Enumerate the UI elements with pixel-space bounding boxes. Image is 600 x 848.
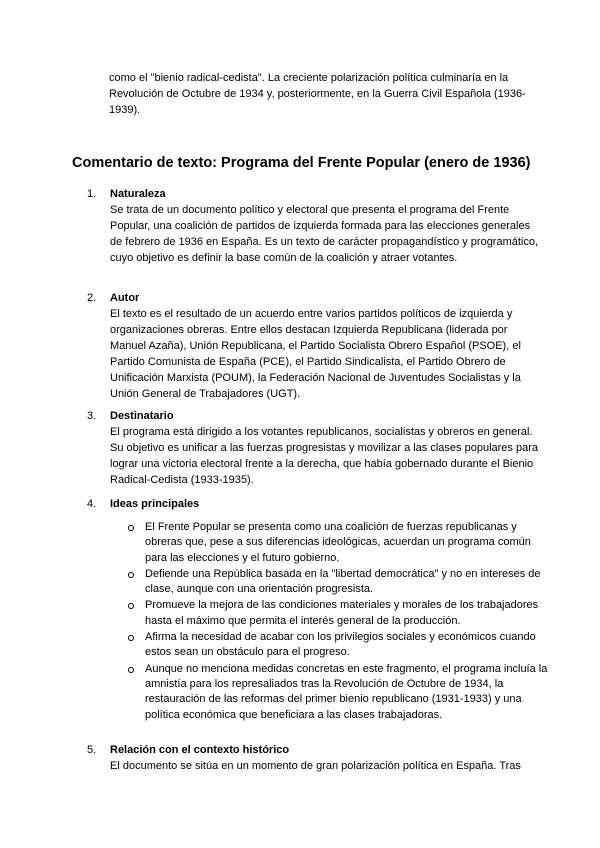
list-item xyxy=(128,662,548,723)
section-number: 2. xyxy=(87,292,97,304)
bullet-circle-icon xyxy=(128,635,134,641)
section-number: 5. xyxy=(87,744,97,756)
section-number: 4. xyxy=(87,498,97,510)
section-text-contexto-historico: El documento se sitúa en un momento de gran polarización política en España. Tras xyxy=(110,760,521,772)
ideas-list xyxy=(128,520,548,724)
section-number: 3. xyxy=(87,410,97,422)
page-title: Comentario de texto: Programa del Frente Popular (enero de 1936) xyxy=(72,155,531,171)
section-title-naturaleza: Naturaleza xyxy=(110,188,166,200)
bullet-circle-icon xyxy=(128,572,134,578)
section-title-contexto-historico: Relación con el contexto histórico xyxy=(110,744,290,756)
list-item xyxy=(128,520,548,566)
section-title-ideas-principales: Ideas principales xyxy=(110,498,200,510)
section-text-naturaleza: Se trata de un documento político y electoral que presenta el programa del Frente Popular, una coalición de partidos de izquierda formada para las elecciones generales de febrero de 1936 en España. Es un texto de carácter propagandístico y programático, cuyo objetivo es definir la base común de la coalición y atraer votantes. xyxy=(110,204,539,264)
intro-paragraph: como el "bienio radical-cedista". La creciente polarización política culminaría en la Revolución de Octubre de 1934 y, posteriormente, en la Guerra Civil Española (1936-1939). xyxy=(109,72,526,116)
section-text-destinatario: El programa está dirigido a los votantes republicanos, socialistas y obreros en general. Su objetivo es unificar a las fuerzas progresistas y movilizar a las clases populares para lograr una victoria electoral frente a la derecha, que había gobernado durante el Bienio Radical-Cedista (1933-1935). xyxy=(110,426,538,486)
list-item xyxy=(128,630,548,661)
section-title-autor: Autor xyxy=(110,292,140,304)
bullet-circle-icon xyxy=(128,525,134,531)
list-item-text: Aunque no menciona medidas concretas en este fragmento, el programa incluía la amnistía para los represaliados tras la Revolución de Octubre de 1934, la restauración de las reformas del primer bienio republicano (1931-1933) y una política económica que beneficiara a las clases trabajadoras. xyxy=(145,662,548,721)
section-number: 1. xyxy=(87,188,97,200)
section-title-destinatario: Destinatario xyxy=(110,410,174,422)
list-item-text: Promueve la mejora de las condiciones materiales y morales de los trabajadores hasta el máximo que permita el interés general de la producción. xyxy=(145,599,539,627)
list-item-text: Defiende una República basada en la "libertad democrática" y no en intereses de clase, aunque con una orientación progresista. xyxy=(145,567,541,596)
bullet-circle-icon xyxy=(128,603,134,609)
list-item-text: Afirma la necesidad de acabar con los privilegios sociales y económicos cuando estos sean un obstáculo para el progreso. xyxy=(145,631,536,659)
list-item xyxy=(128,598,548,629)
list-item xyxy=(128,567,548,598)
list-item-text: El Frente Popular se presenta como una coalición de fuerzas republicanas y obreras que, pese a sus diferencias ideológicas, acuerdan un programa común para las elecciones y el futuro gobierno. xyxy=(145,521,531,564)
bullet-circle-icon xyxy=(128,667,134,673)
section-text-autor: El texto es el resultado de un acuerdo entre varios partidos políticos de izquierda y organizaciones obreras. Entre ellos destacan Izquierda Republicana (liderada por Manuel Azaña), Unión Republicana, el Partido Socialista Obrero Español (PSOE), el Partido Comunista de España (PCE), el Partido Sindicalista, el Partido Obrero de Unificación Marxista (POUM), la Federación Nacional de Juventudes Socialistas y la Unión General de Trabajadores (UGT). xyxy=(110,308,521,400)
